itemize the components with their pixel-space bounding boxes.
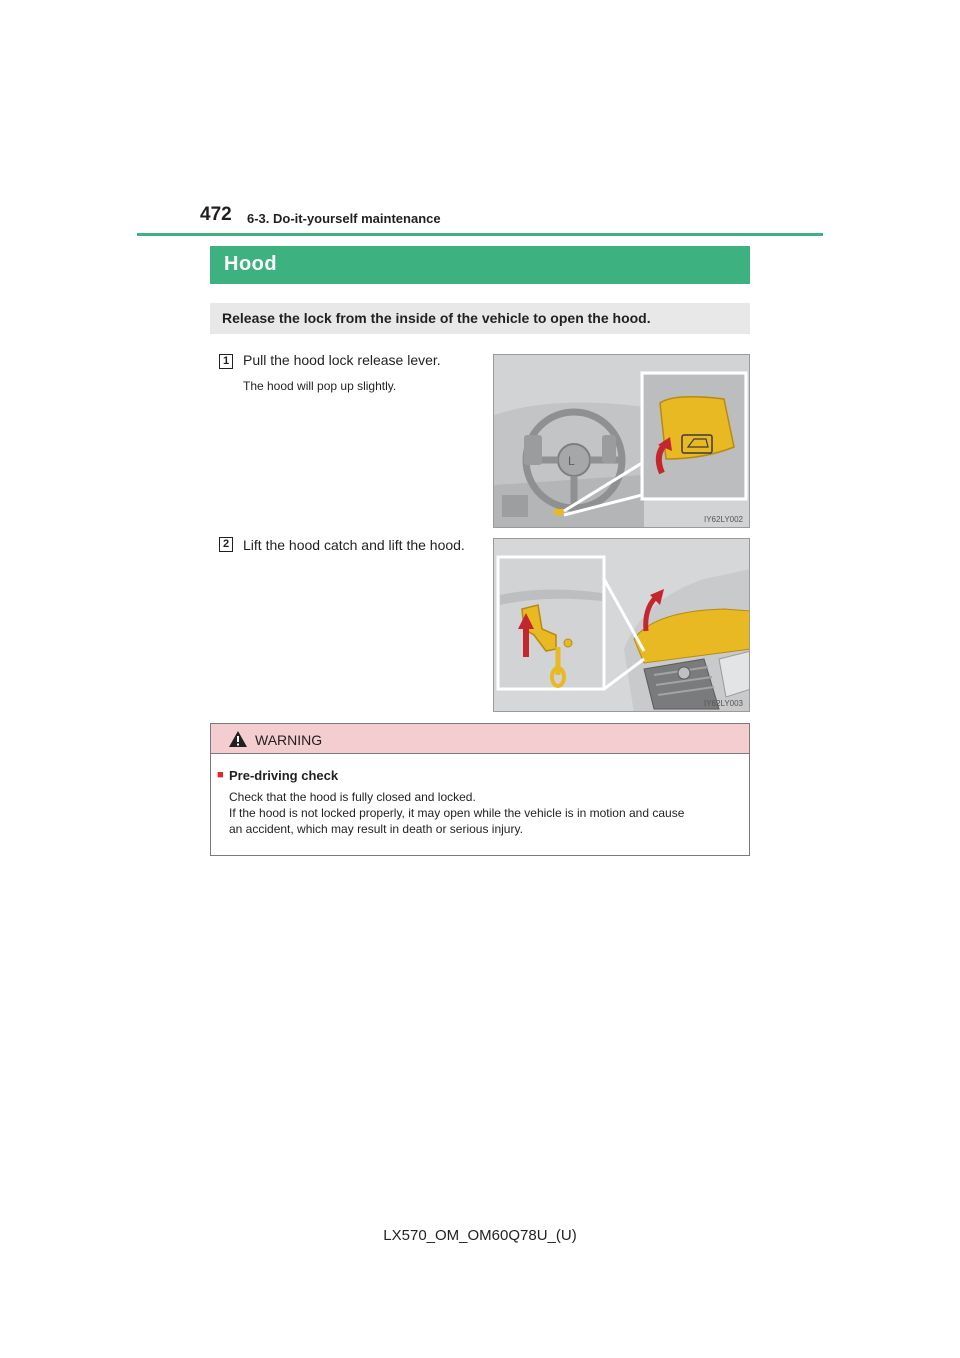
warning-triangle-icon xyxy=(228,730,248,748)
warning-line: Check that the hood is fully closed and locked. xyxy=(229,790,476,804)
warning-title: WARNING xyxy=(255,732,323,748)
square-bullet-icon: ■ xyxy=(217,769,224,781)
page-number: 472 xyxy=(200,204,232,225)
hood-title: Hood xyxy=(224,253,278,275)
svg-text:L: L xyxy=(568,454,575,468)
hood-illustration xyxy=(494,539,750,712)
step-2-number: 2 xyxy=(219,537,233,552)
intro-box xyxy=(210,303,750,334)
dashboard-illustration xyxy=(494,355,750,528)
figure-2-code: IY62LY003 xyxy=(704,699,743,708)
warning-line: an accident, which may result in death or serious injury. xyxy=(229,822,523,836)
hood-banner xyxy=(210,246,750,284)
warning-box xyxy=(210,723,750,856)
step-1-subtext: The hood will pop up slightly. xyxy=(243,379,397,393)
step-2-text: Lift the hood catch and lift the hood. xyxy=(243,537,465,553)
figure-1-code: IY62LY002 xyxy=(704,515,743,524)
warning-line: If the hood is not locked properly, it may open while the vehicle is in motion and cause xyxy=(229,806,685,820)
hood-catch-figure xyxy=(493,538,750,712)
warning-header xyxy=(211,724,749,754)
step-1-number: 1 xyxy=(219,354,233,369)
section-title: 6-3. Do-it-yourself maintenance xyxy=(247,211,441,226)
footer-document-code: LX570_OM_OM60Q78U_(U) xyxy=(383,1227,577,1244)
hood-release-lever-figure xyxy=(493,354,750,528)
intro-text: Release the lock from the inside of the vehicle to open the hood. xyxy=(222,310,651,326)
warning-heading: Pre-driving check xyxy=(229,768,339,783)
header-rule xyxy=(137,233,823,236)
step-1-text: Pull the hood lock release lever. xyxy=(243,352,441,368)
